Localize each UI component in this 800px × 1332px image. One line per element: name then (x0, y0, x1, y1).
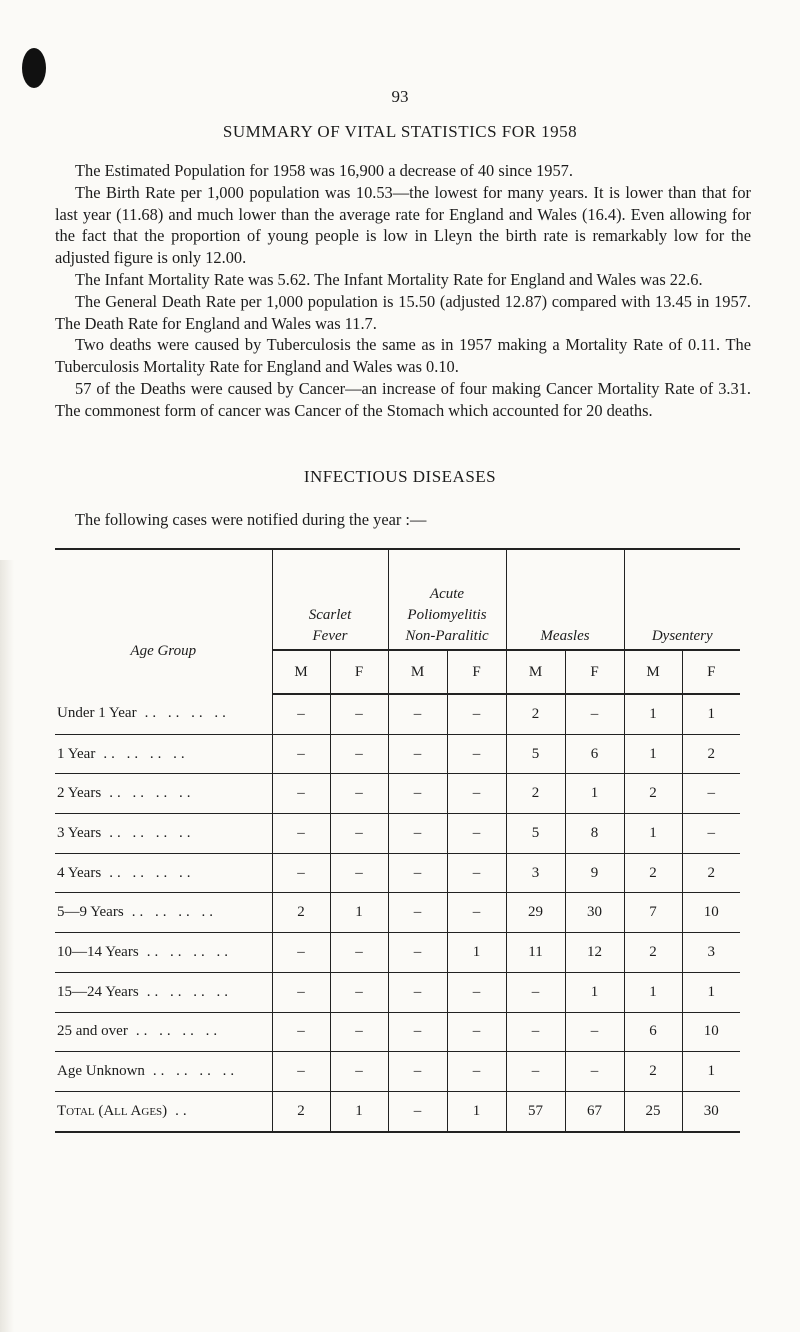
cell-value: – (447, 853, 506, 893)
table-intro: The following cases were notified during the year :— (75, 510, 427, 529)
cell-value: 1 (624, 694, 682, 734)
cell-value: 1 (682, 1052, 740, 1092)
cell-value: – (330, 1052, 388, 1092)
paragraph-infant-mortality: The Infant Mortality Rate was 5.62. The Infant Mortality Rate for England and Wales was 22.6. (75, 269, 703, 289)
sex-label: M (272, 650, 330, 694)
cell-value: – (330, 1012, 388, 1052)
page-title: SUMMARY OF VITAL STATISTICS FOR 1958 (222, 122, 578, 141)
cell-value: 2 (624, 933, 682, 973)
cell-value: – (272, 1052, 330, 1092)
cell-value: 5 (506, 814, 565, 854)
age-group-label: 4 Years .. .. .. .. (55, 853, 272, 893)
paragraph-birth-rate: The Birth Rate per 1,000 population was 10.53—the lowest for many years. It is lower than that for last year (11.68) and much lower than the average rate for England and Wales (16.4). Even allowing for the fact that the proportion of young people is low in Lleyn the birth rate is remarkably low for the adjusted figure is only 12.00. (55, 182, 751, 268)
cell-value: – (447, 1012, 506, 1052)
cell-value: – (506, 972, 565, 1012)
cell-value: 67 (565, 1091, 624, 1131)
paragraph-population: The Estimated Population for 1958 was 16,900 a decrease of 40 since 1957. (75, 161, 573, 180)
total-row (55, 1091, 740, 1131)
header-scarlet-fever: Scarlet Fever (272, 550, 388, 650)
cell-value: 1 (330, 893, 388, 933)
cell-value: 1 (682, 694, 740, 734)
cell-value: – (272, 814, 330, 854)
cell-value: – (388, 694, 447, 734)
cell-value: – (272, 694, 330, 734)
age-group-label: Under 1 Year .. .. .. .. (55, 694, 272, 734)
cell-value: – (272, 734, 330, 774)
table-row (55, 893, 740, 933)
table-row (55, 814, 740, 854)
cell-value: 1 (682, 972, 740, 1012)
age-group-header: Age Group (130, 642, 197, 659)
table-row (55, 694, 740, 734)
cell-value: 12 (565, 933, 624, 973)
page-number: 93 (391, 87, 409, 106)
cell-value: – (388, 774, 447, 814)
cell-value: 2 (272, 1091, 330, 1131)
infectious-diseases-table (55, 548, 740, 1133)
sex-label: M (624, 650, 682, 694)
cell-value: 2 (682, 853, 740, 893)
cell-value: – (682, 774, 740, 814)
sex-label: M (506, 650, 565, 694)
cell-value: 30 (565, 893, 624, 933)
cell-value: 10 (682, 893, 740, 933)
cell-value: 2 (272, 893, 330, 933)
paragraph-tuberculosis: Two deaths were caused by Tuberculosis the same as in 1957 making a Mortality Rate of 0.11. The Tuberculosis Mortality Rate for England and Wales was 0.10. (55, 335, 751, 377)
summary-text (55, 160, 751, 422)
age-group-label: Total (All Ages) .. (55, 1091, 272, 1131)
cell-value: – (682, 814, 740, 854)
age-group-label: 10—14 Years .. .. .. .. (55, 933, 272, 973)
header-acute-poliomyelitis: Acute Poliomyelitis Non-Paralitic (388, 550, 506, 650)
cell-value: 1 (565, 774, 624, 814)
cell-value: 5 (506, 734, 565, 774)
cell-value: 11 (506, 933, 565, 973)
cell-value: 6 (565, 734, 624, 774)
cell-value: 8 (565, 814, 624, 854)
cell-value: 2 (624, 774, 682, 814)
age-group-label: 25 and over .. .. .. .. (55, 1012, 272, 1052)
cell-value: – (565, 1052, 624, 1092)
header-dysentery: Dysentery (624, 550, 740, 650)
age-group-label: 5—9 Years .. .. .. .. (55, 893, 272, 933)
cell-value: – (447, 734, 506, 774)
cell-value: – (388, 1052, 447, 1092)
paragraph-death-rate: The General Death Rate per 1,000 population is 15.50 (adjusted 12.87) compared with 13.45 in 1957. The Death Rate for England and Wales was 11.7. (55, 291, 751, 333)
cell-value: 2 (624, 1052, 682, 1092)
cell-value: 3 (506, 853, 565, 893)
cell-value: – (272, 933, 330, 973)
cell-value: 3 (682, 933, 740, 973)
cell-value: 2 (624, 853, 682, 893)
sex-label: F (447, 650, 506, 694)
cell-value: 1 (330, 1091, 388, 1131)
cell-value: – (447, 893, 506, 933)
cell-value: 25 (624, 1091, 682, 1131)
age-group-label: 15—24 Years .. .. .. .. (55, 972, 272, 1012)
cell-value: 6 (624, 1012, 682, 1052)
table-row (55, 853, 740, 893)
table-row (55, 933, 740, 973)
cell-value: – (272, 853, 330, 893)
sex-label: F (565, 650, 624, 694)
table-row (55, 774, 740, 814)
cell-value: 57 (506, 1091, 565, 1131)
header-measles: Measles (506, 550, 624, 650)
cell-value: 1 (624, 814, 682, 854)
sex-label: F (330, 650, 388, 694)
age-group-label: 2 Years .. .. .. .. (55, 774, 272, 814)
cell-value: – (330, 694, 388, 734)
cell-value: – (565, 1012, 624, 1052)
cell-value: – (388, 1012, 447, 1052)
cell-value: – (330, 933, 388, 973)
table-row (55, 972, 740, 1012)
cell-value: – (272, 774, 330, 814)
age-group-label: 3 Years .. .. .. .. (55, 814, 272, 854)
cell-value: 10 (682, 1012, 740, 1052)
sex-label: M (388, 650, 447, 694)
punch-hole (22, 48, 46, 88)
cell-value: 9 (565, 853, 624, 893)
cell-value: 1 (447, 1091, 506, 1131)
cell-value: 7 (624, 893, 682, 933)
cell-value: – (388, 853, 447, 893)
table-body (55, 694, 740, 1132)
cell-value: – (388, 734, 447, 774)
table-row (55, 1052, 740, 1092)
cell-value: 1 (565, 972, 624, 1012)
paragraph-cancer: 57 of the Deaths were caused by Cancer—an increase of four making Cancer Mortality Rate of 3.31. The commonest form of cancer was Cancer of the Stomach which accounted for 20 deaths. (55, 378, 751, 420)
age-group-label: 1 Year .. .. .. .. (55, 734, 272, 774)
age-group-label: Age Unknown .. .. .. .. (55, 1052, 272, 1092)
cell-value: 1 (447, 933, 506, 973)
cell-value: – (506, 1012, 565, 1052)
cell-value: – (330, 853, 388, 893)
cell-value: 2 (682, 734, 740, 774)
cell-value: – (447, 814, 506, 854)
cell-value: – (447, 774, 506, 814)
cell-value: – (272, 972, 330, 1012)
cell-value: – (330, 734, 388, 774)
cell-value: – (388, 814, 447, 854)
cell-value: – (330, 972, 388, 1012)
cell-value: 30 (682, 1091, 740, 1131)
cell-value: – (330, 774, 388, 814)
cell-value: – (447, 694, 506, 734)
cell-value: 2 (506, 694, 565, 734)
cell-value: – (388, 972, 447, 1012)
cell-value: – (506, 1052, 565, 1092)
table-row (55, 734, 740, 774)
cell-value: 2 (506, 774, 565, 814)
cell-value: – (565, 694, 624, 734)
cell-value: 1 (624, 734, 682, 774)
page-edge-shadow (0, 560, 14, 1332)
section-heading: INFECTIOUS DISEASES (303, 467, 497, 486)
cell-value: – (447, 1052, 506, 1092)
cell-value: – (330, 814, 388, 854)
table-row (55, 1012, 740, 1052)
cell-value: – (388, 1091, 447, 1131)
cell-value: 29 (506, 893, 565, 933)
cell-value: – (447, 972, 506, 1012)
cell-value: – (388, 893, 447, 933)
cell-value: 1 (624, 972, 682, 1012)
sex-label: F (682, 650, 740, 694)
cell-value: – (272, 1012, 330, 1052)
cell-value: – (388, 933, 447, 973)
